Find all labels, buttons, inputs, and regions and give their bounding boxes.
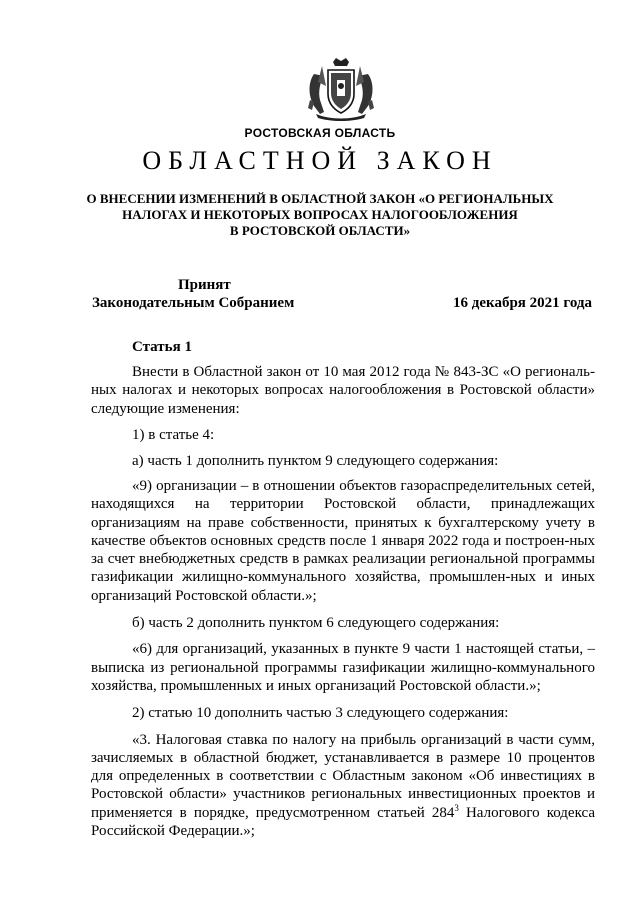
paragraph: «9) организации – в отношении объектов газораспределительных сетей, находящихся на территории Ростовской области, принадлежащих организациям на праве собственности, принятых к бухгалтерскому учету в качестве объектов основных средств после 1 января 2022 года и построен-ных за счет внебюджетных средств в рамках реализации региональной программы газификации жилищно-коммунального хозяйства, промышлен-ных и иных организаций Ростовской области.»; [91, 477, 595, 604]
article-body [91, 363, 595, 849]
law-subject-line: О ВНЕСЕНИИ ИЗМЕНЕНИЙ В ОБЛАСТНОЙ ЗАКОН «О РЕГИОНАЛЬНЫХ [86, 191, 554, 206]
adopted-label: Принят [178, 277, 231, 293]
law-title: ОБЛАСТНОЙ ЗАКОН [142, 146, 498, 175]
paragraph: б) часть 2 дополнить пунктом 6 следующего содержания: [132, 614, 500, 631]
adoption-date: 16 декабря 2021 года [453, 295, 592, 311]
paragraph: а) часть 1 дополнить пунктом 9 следующего содержания: [132, 452, 499, 469]
article-heading: Статья 1 [132, 339, 192, 355]
paragraph: 2) статью 10 дополнить частью 3 следующего содержания: [132, 704, 509, 721]
paragraph: 1) в статье 4: [132, 427, 215, 444]
paragraph: «6) для организаций, указанных в пункте 9 части 1 настоящей статьи, – выписка из региональной программы газификации жилищно-коммунального хозяйства, промышленных и иных организаций Ростовской области.»; [91, 641, 595, 694]
paragraph-text: «3. Налоговая ставка по налогу на прибыль организаций в части сумм, зачисляемых в областной бюджет, устанавливается в размере 10 процентов для определенных в соответствии с Областным законом «Об инвестициях в Ростовской области» участников региональных инвестиционных проектов и применяется в порядке, предусмотренном статьей 284 [91, 731, 595, 821]
region-name: РОСТОВСКАЯ ОБЛАСТЬ [244, 126, 396, 140]
footnote-superscript: 3 [454, 802, 459, 813]
law-subject [80, 191, 560, 239]
coat-of-arms-icon [300, 56, 382, 122]
law-subject-line: В РОСТОВСКОЙ ОБЛАСТИ» [229, 223, 411, 238]
paragraph-text: Налогового кодекса Российской Федерации.»; [91, 804, 595, 840]
law-subject-line: НАЛОГАХ И НЕКОТОРЫХ ВОПРОСАХ НАЛОГООБЛОЖЕНИЯ [122, 207, 518, 222]
paragraph: Внести в Областной закон от 10 мая 2012 года № 843-ЗС «О региональ-ных налогах и некоторых вопросах налогообложения в Ростовской области» следующие изменения: [91, 364, 595, 417]
adopted-by: Законодательным Собранием [92, 295, 295, 311]
paragraph [91, 731, 595, 841]
